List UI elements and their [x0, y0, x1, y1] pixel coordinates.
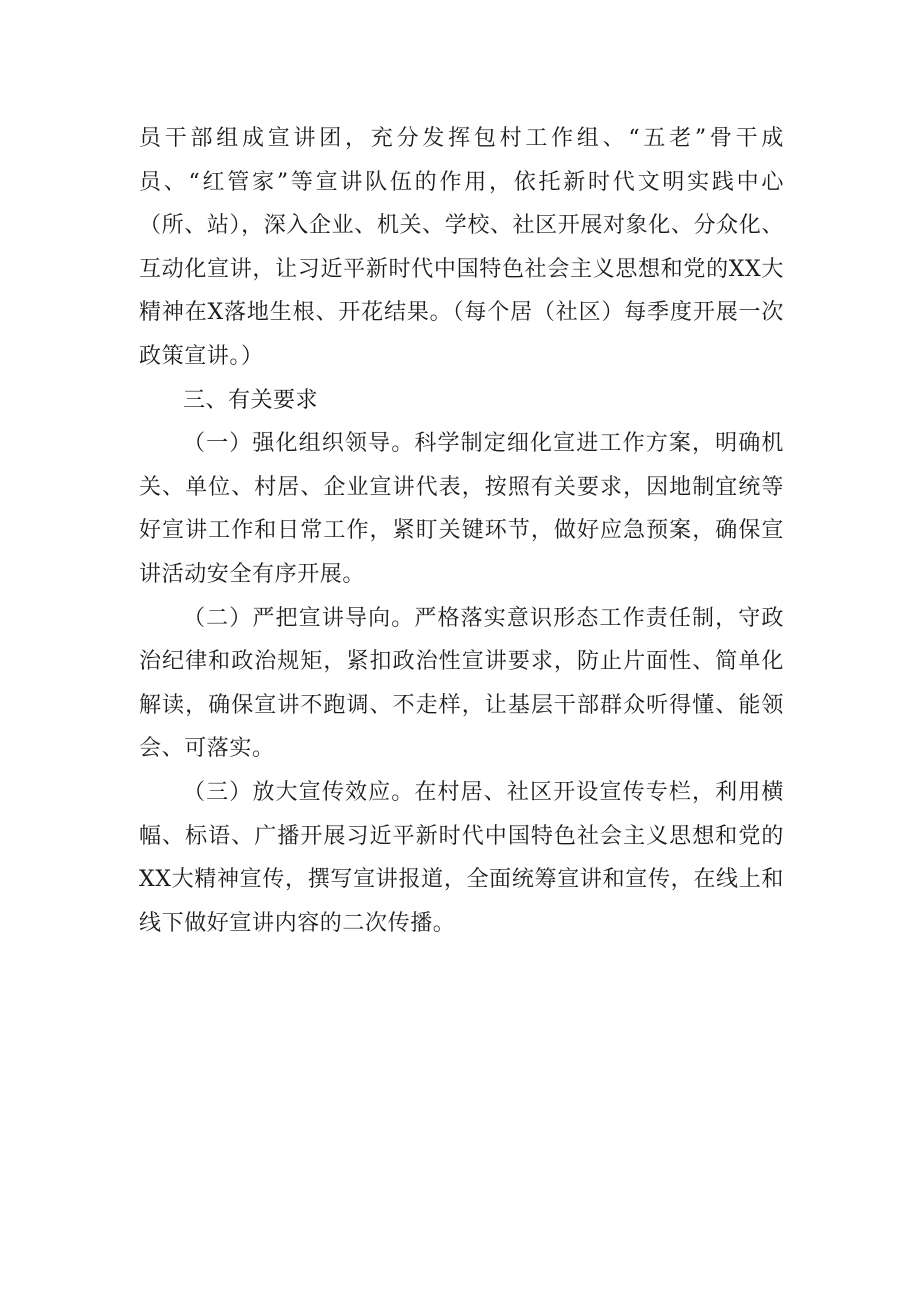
- paragraph-requirement-3: （三）放大宣传效应。在村居、社区开设宣传专栏，利用横幅、标语、广播开展习近平新时代中国特色社会主义思想和党的XX大精神宣传，撰写宣讲报道，全面统筹宣讲和宣传，在线上和线下做好宣讲内容的二次传播。: [139, 779, 784, 936]
- section-heading: 三、有关要求: [183, 387, 319, 413]
- paragraph-continuation: 员干部组成宣讲团，充分发挥包村工作组、“五老”骨干成员、“红管家”等宣讲队伍的作用，依托新时代文明实践中心（所、站），深入企业、机关、学校、社区开展对象化、分众化、互动化宣讲，让习近平新时代中国特色社会主义思想和党的XX大精神在X落地生根、开花结果。（每个居（社区）每季度开展一次政策宣讲。）: [139, 126, 784, 369]
- paragraph-requirement-2: （二）严把宣讲导向。严格落实意识形态工作责任制，守政治纪律和政治规矩，紧扣政治性宣讲要求，防止片面性、简单化解读，确保宣讲不跑调、不走样，让基层干部群众听得懂、能领会、可落实。: [139, 605, 784, 762]
- paragraph-requirement-1: （一）强化组织领导。科学制定细化宣进工作方案，明确机关、单位、村居、企业宣讲代表，按照有关要求，因地制宜统等好宣讲工作和日常工作，紧盯关键环节，做好应急预案，确保宣讲活动安全有序开展。: [139, 431, 784, 587]
- document-body: [139, 117, 784, 945]
